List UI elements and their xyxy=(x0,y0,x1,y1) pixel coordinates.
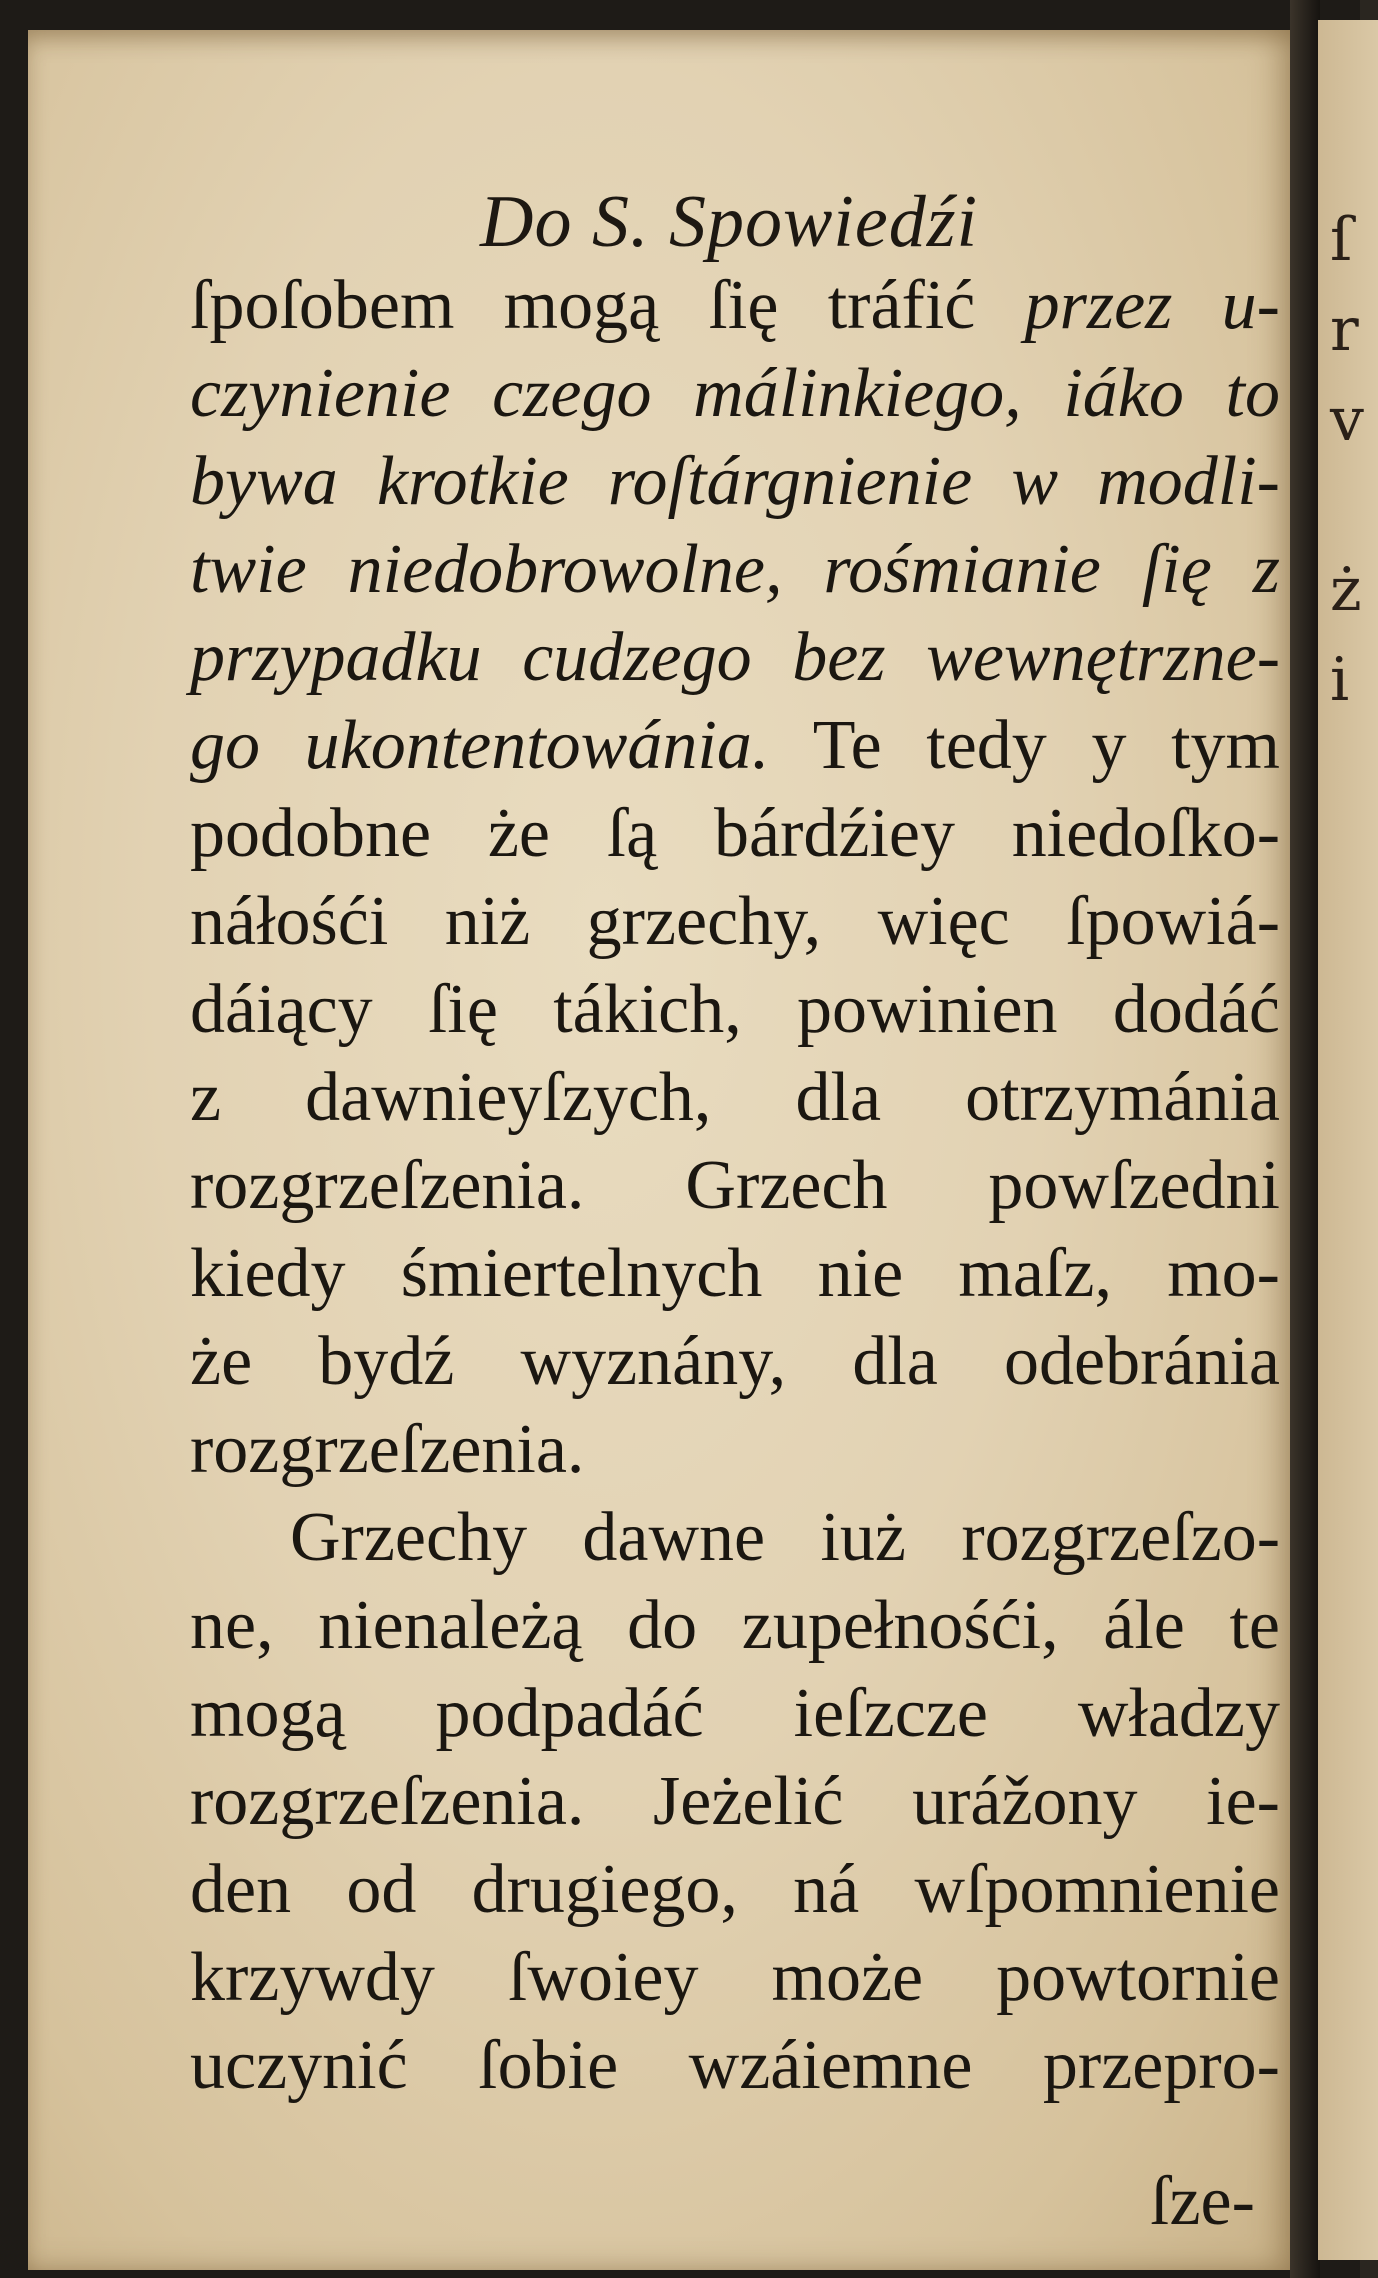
text-line xyxy=(190,526,1280,614)
italic-text-run: przypadku cudzego bez wewnętrzne- xyxy=(190,619,1280,696)
text-line xyxy=(190,1582,1280,1670)
text-line xyxy=(190,438,1280,526)
text-run: mogą podpadáć ieſzcze władzy xyxy=(190,1675,1280,1752)
text-line xyxy=(190,1142,1280,1230)
text-run: rozgrzeſzenia. xyxy=(190,1411,585,1488)
text-line xyxy=(190,2022,1280,2110)
text-line xyxy=(190,966,1280,1054)
body-text xyxy=(190,262,1280,2110)
text-line xyxy=(190,878,1280,966)
text-line xyxy=(190,1318,1280,1406)
text-run: z dawnieyſzych, dla otrzymánia xyxy=(190,1059,1280,1136)
text-line xyxy=(190,262,1280,350)
facing-page-glyph: r xyxy=(1330,295,1359,365)
text-line xyxy=(190,1846,1280,1934)
running-head: Do S. Spowiedźi xyxy=(480,181,979,263)
text-run: Grzechy dawne iuż rozgrzeſzo- xyxy=(290,1499,1280,1576)
facing-page-glyph: v xyxy=(1330,385,1364,455)
page-gutter xyxy=(1290,0,1320,2278)
italic-text-run: czynienie czego málinkiego, iáko to xyxy=(190,355,1280,432)
facing-page-glyph: ſ xyxy=(1330,205,1353,275)
text-line xyxy=(190,1758,1280,1846)
text-run: rozgrzeſzenia. Grzech powſzedni xyxy=(190,1147,1280,1224)
facing-page-glyph: ż xyxy=(1330,555,1362,625)
text-run: kiedy śmiertelnych nie maſz, mo- xyxy=(190,1235,1280,1312)
text-run: dáiący ſię tákich, powinien dodáć xyxy=(190,971,1280,1048)
italic-text-run: twie niedobrowolne, rośmianie ſię z xyxy=(190,531,1280,608)
text-line xyxy=(190,790,1280,878)
text-line xyxy=(190,1406,1280,1494)
text-run: náłośći niż grzechy, więc ſpowiá- xyxy=(190,883,1280,960)
text-line xyxy=(190,614,1280,702)
text-run: rozgrzeſzenia. Jeżelić urážony ie- xyxy=(190,1763,1280,1840)
text-line xyxy=(190,702,1280,790)
text-line xyxy=(190,350,1280,438)
italic-text-run: przez u- xyxy=(1024,267,1280,344)
text-run: krzywdy ſwoiey może powtornie xyxy=(190,1939,1280,2016)
text-run: uczynić ſobie wzáiemne przepro- xyxy=(190,2027,1280,2104)
text-line xyxy=(190,1670,1280,1758)
text-run: Te tedy y tym xyxy=(769,707,1280,784)
italic-text-run: go ukontentowánia. xyxy=(190,707,770,784)
text-run: ne, nienależą do zupełnośći, ále te xyxy=(190,1587,1280,1664)
text-run: ſpoſobem mogą ſię tráfić xyxy=(190,267,1025,344)
text-line xyxy=(190,1054,1280,1142)
text-line xyxy=(190,1934,1280,2022)
text-run: den od drugiego, ná wſpomnienie xyxy=(190,1851,1280,1928)
text-run: że bydź wyznány, dla odebránia xyxy=(190,1323,1280,1400)
text-line xyxy=(190,1230,1280,1318)
catchword: ſze- xyxy=(1150,2163,1255,2240)
text-run: podobne że ſą bárdźiey niedoſko- xyxy=(190,795,1280,872)
italic-text-run: bywa krotkie roſtárgnienie w modli- xyxy=(190,443,1280,520)
facing-page-glyph: i xyxy=(1330,645,1350,715)
text-line xyxy=(190,1494,1280,1582)
